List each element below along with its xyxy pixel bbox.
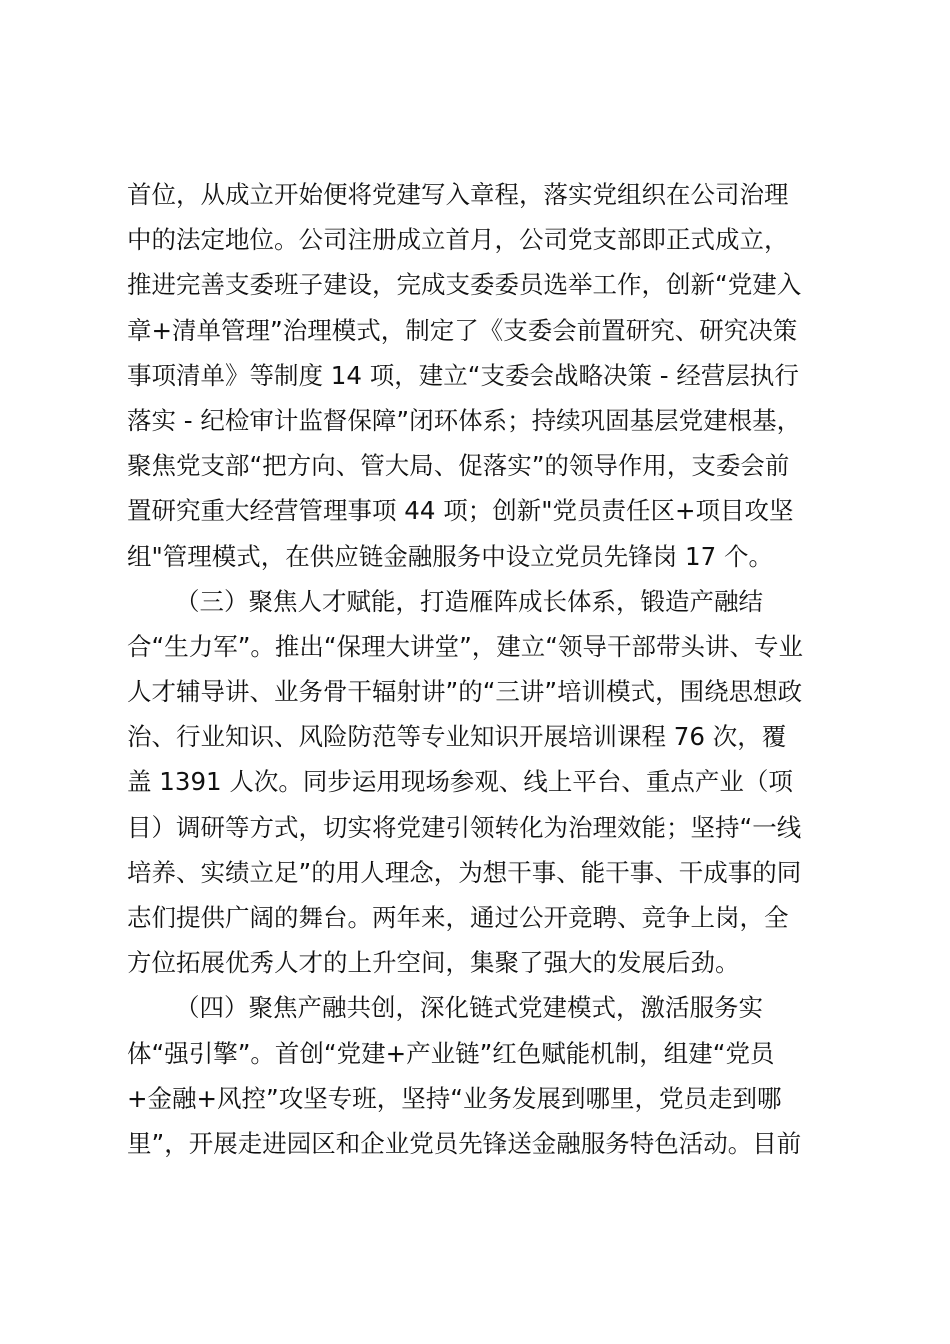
section-heading-line: （三）聚焦人才赋能，打造雁阵成长体系，锻造产融结 [175,586,763,616]
text-line: 聚焦党支部“把方向、管大局、促落实”的领导作用，支委会前 [127,451,790,481]
text-line: +金融+风控”攻坚专班，坚持“业务发展到哪里，党员走到哪 [127,1083,782,1113]
document-body [127,172,837,1166]
text-line: 目）调研等方式，切实将党建引领转化为治理效能；坚持“一线 [127,812,802,842]
section-heading-line: （四）聚焦产融共创，深化链式党建模式，激活服务实 [175,993,763,1023]
text-line: 落实 - 纪检审计监督保障”闭环体系；持续巩固基层党建根基， [127,405,802,435]
text-line: 合“生力军”。推出“保理大讲堂”，建立“领导干部带头讲、专业 [127,631,803,661]
text-line: 体“强引擎”。首创“党建+产业链”红色赋能机制，组建“党员 [127,1038,775,1068]
text-line: 培养、实绩立足”的用人理念，为想干事、能干事、干成事的同 [127,857,802,887]
text-line: 志们提供广阔的舞台。两年来，通过公开竞聘、竞争上岗，全 [127,903,789,932]
text-line: 组"管理模式，在供应链金融服务中设立党员先锋岗 17 个。 [127,541,774,571]
text-line: 事项清单》等制度 14 项，建立“支委会战略决策 - 经营层执行 [127,360,799,390]
text-line: 盖 1391 人次。同步运用现场参观、线上平台、重点产业（项 [127,767,793,797]
text-line: 推进完善支委班子建设，完成支委委员选举工作，创新“党建入 [127,270,802,300]
text-line: 首位，从成立开始便将党建写入章程，落实党组织在公司治理 [127,180,789,209]
text-line: 里”，开展走进园区和企业党员先锋送金融服务特色活动。目前 [127,1128,802,1158]
text-line: 中的法定地位。公司注册成立首月，公司党支部即正式成立， [127,225,789,255]
text-line: 治、行业知识、风险防范等专业知识开展培训课程 76 次，覆 [127,722,787,752]
text-line: 方位拓展优秀人才的上升空间，集聚了强大的发展后劲。 [127,948,740,978]
text-line: 章+清单管理”治理模式，制定了《支委会前置研究、研究决策 [127,315,798,345]
text-line: 置研究重大经营管理事项 44 项；创新"党员责任区+项目攻坚 [127,496,794,526]
text-line: 人才辅导讲、业务骨干辐射讲”的“三讲”培训模式，围绕思想政 [127,677,803,707]
